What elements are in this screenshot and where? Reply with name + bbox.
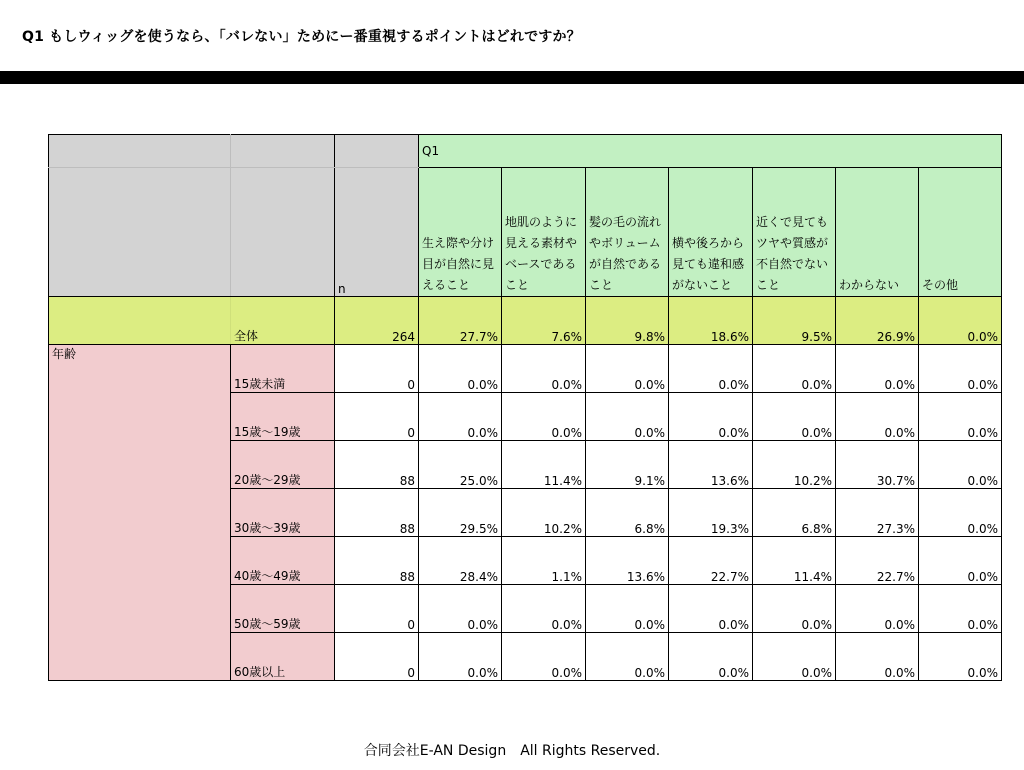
total-value: 0.0% bbox=[919, 297, 1002, 345]
total-value: 9.5% bbox=[753, 297, 836, 345]
total-label: 全体 bbox=[231, 297, 335, 345]
total-value: 26.9% bbox=[836, 297, 919, 345]
row-value: 0.0% bbox=[919, 585, 1002, 633]
n-header-top bbox=[335, 135, 419, 168]
row-value: 0.0% bbox=[419, 633, 502, 681]
row-value: 0.0% bbox=[502, 585, 586, 633]
row-n: 0 bbox=[335, 345, 419, 393]
row-value: 13.6% bbox=[669, 441, 753, 489]
row-value: 0.0% bbox=[502, 633, 586, 681]
column-header: わからない bbox=[836, 168, 919, 297]
row-n: 88 bbox=[335, 537, 419, 585]
row-value: 0.0% bbox=[919, 489, 1002, 537]
page-title: Q1 もしウィッグを使うなら、「バレない」ためにー番重視するポイントはどれですか？ bbox=[22, 29, 581, 45]
row-value: 0.0% bbox=[586, 585, 669, 633]
row-label: 15歳未満 bbox=[231, 345, 335, 393]
row-value: 0.0% bbox=[669, 393, 753, 441]
row-value: 0.0% bbox=[502, 345, 586, 393]
row-value: 10.2% bbox=[502, 489, 586, 537]
total-value: 18.6% bbox=[669, 297, 753, 345]
row-value: 0.0% bbox=[919, 537, 1002, 585]
table-row-total bbox=[49, 297, 1002, 345]
row-value: 1.1% bbox=[502, 537, 586, 585]
corner-cell bbox=[231, 168, 335, 297]
row-label: 40歳〜49歳 bbox=[231, 537, 335, 585]
row-n: 88 bbox=[335, 489, 419, 537]
row-value: 28.4% bbox=[419, 537, 502, 585]
row-value: 22.7% bbox=[836, 537, 919, 585]
corner-cell bbox=[49, 135, 231, 168]
copyright-footer: 合同会社E-AN Design All Rights Reserved. bbox=[363, 743, 661, 759]
row-label: 30歳〜39歳 bbox=[231, 489, 335, 537]
row-value: 6.8% bbox=[753, 489, 836, 537]
row-value: 13.6% bbox=[586, 537, 669, 585]
row-value: 0.0% bbox=[586, 633, 669, 681]
row-value: 0.0% bbox=[919, 345, 1002, 393]
row-value: 11.4% bbox=[502, 441, 586, 489]
row-value: 0.0% bbox=[669, 585, 753, 633]
n-header: n bbox=[335, 168, 419, 297]
row-value: 0.0% bbox=[669, 633, 753, 681]
question-header: Q1 bbox=[419, 135, 1002, 168]
row-value: 0.0% bbox=[753, 585, 836, 633]
row-value: 0.0% bbox=[836, 633, 919, 681]
row-n: 0 bbox=[335, 633, 419, 681]
row-value: 0.0% bbox=[419, 585, 502, 633]
row-label: 60歳以上 bbox=[231, 633, 335, 681]
title-divider bbox=[0, 71, 1024, 84]
column-header: 地肌のように見える素材やベースであること bbox=[502, 168, 586, 297]
row-value: 0.0% bbox=[419, 345, 502, 393]
row-value: 10.2% bbox=[753, 441, 836, 489]
row-label: 20歳〜29歳 bbox=[231, 441, 335, 489]
row-value: 0.0% bbox=[836, 393, 919, 441]
column-header: 横や後ろから見ても違和感がないこと bbox=[669, 168, 753, 297]
row-value: 0.0% bbox=[753, 393, 836, 441]
row-value: 0.0% bbox=[502, 393, 586, 441]
row-value: 22.7% bbox=[669, 537, 753, 585]
row-value: 29.5% bbox=[419, 489, 502, 537]
column-header: 近くで見てもツヤや質感が不自然でないこと bbox=[753, 168, 836, 297]
row-value: 0.0% bbox=[919, 441, 1002, 489]
column-header: 髪の毛の流れやボリュームが自然であること bbox=[586, 168, 669, 297]
row-value: 25.0% bbox=[419, 441, 502, 489]
row-label: 50歳〜59歳 bbox=[231, 585, 335, 633]
row-value: 0.0% bbox=[919, 393, 1002, 441]
row-value: 0.0% bbox=[669, 345, 753, 393]
column-header: 生え際や分け目が自然に見えること bbox=[419, 168, 502, 297]
crosstab-table bbox=[48, 134, 1002, 681]
total-spacer bbox=[49, 297, 231, 345]
column-header: その他 bbox=[919, 168, 1002, 297]
row-n: 0 bbox=[335, 585, 419, 633]
row-value: 11.4% bbox=[753, 537, 836, 585]
row-value: 0.0% bbox=[836, 345, 919, 393]
table-row bbox=[49, 345, 1002, 393]
row-value: 19.3% bbox=[669, 489, 753, 537]
total-value: 7.6% bbox=[502, 297, 586, 345]
total-value: 27.7% bbox=[419, 297, 502, 345]
row-n: 88 bbox=[335, 441, 419, 489]
total-value: 9.8% bbox=[586, 297, 669, 345]
total-n: 264 bbox=[335, 297, 419, 345]
row-value: 0.0% bbox=[753, 633, 836, 681]
row-value: 0.0% bbox=[753, 345, 836, 393]
row-value: 6.8% bbox=[586, 489, 669, 537]
row-label: 15歳〜19歳 bbox=[231, 393, 335, 441]
row-value: 27.3% bbox=[836, 489, 919, 537]
row-value: 0.0% bbox=[419, 393, 502, 441]
corner-cell bbox=[231, 135, 335, 168]
row-value: 0.0% bbox=[586, 393, 669, 441]
row-value: 0.0% bbox=[919, 633, 1002, 681]
row-value: 30.7% bbox=[836, 441, 919, 489]
row-n: 0 bbox=[335, 393, 419, 441]
row-value: 0.0% bbox=[836, 585, 919, 633]
row-value: 0.0% bbox=[586, 345, 669, 393]
group-label: 年齢 bbox=[49, 345, 231, 681]
corner-cell bbox=[49, 168, 231, 297]
row-value: 9.1% bbox=[586, 441, 669, 489]
